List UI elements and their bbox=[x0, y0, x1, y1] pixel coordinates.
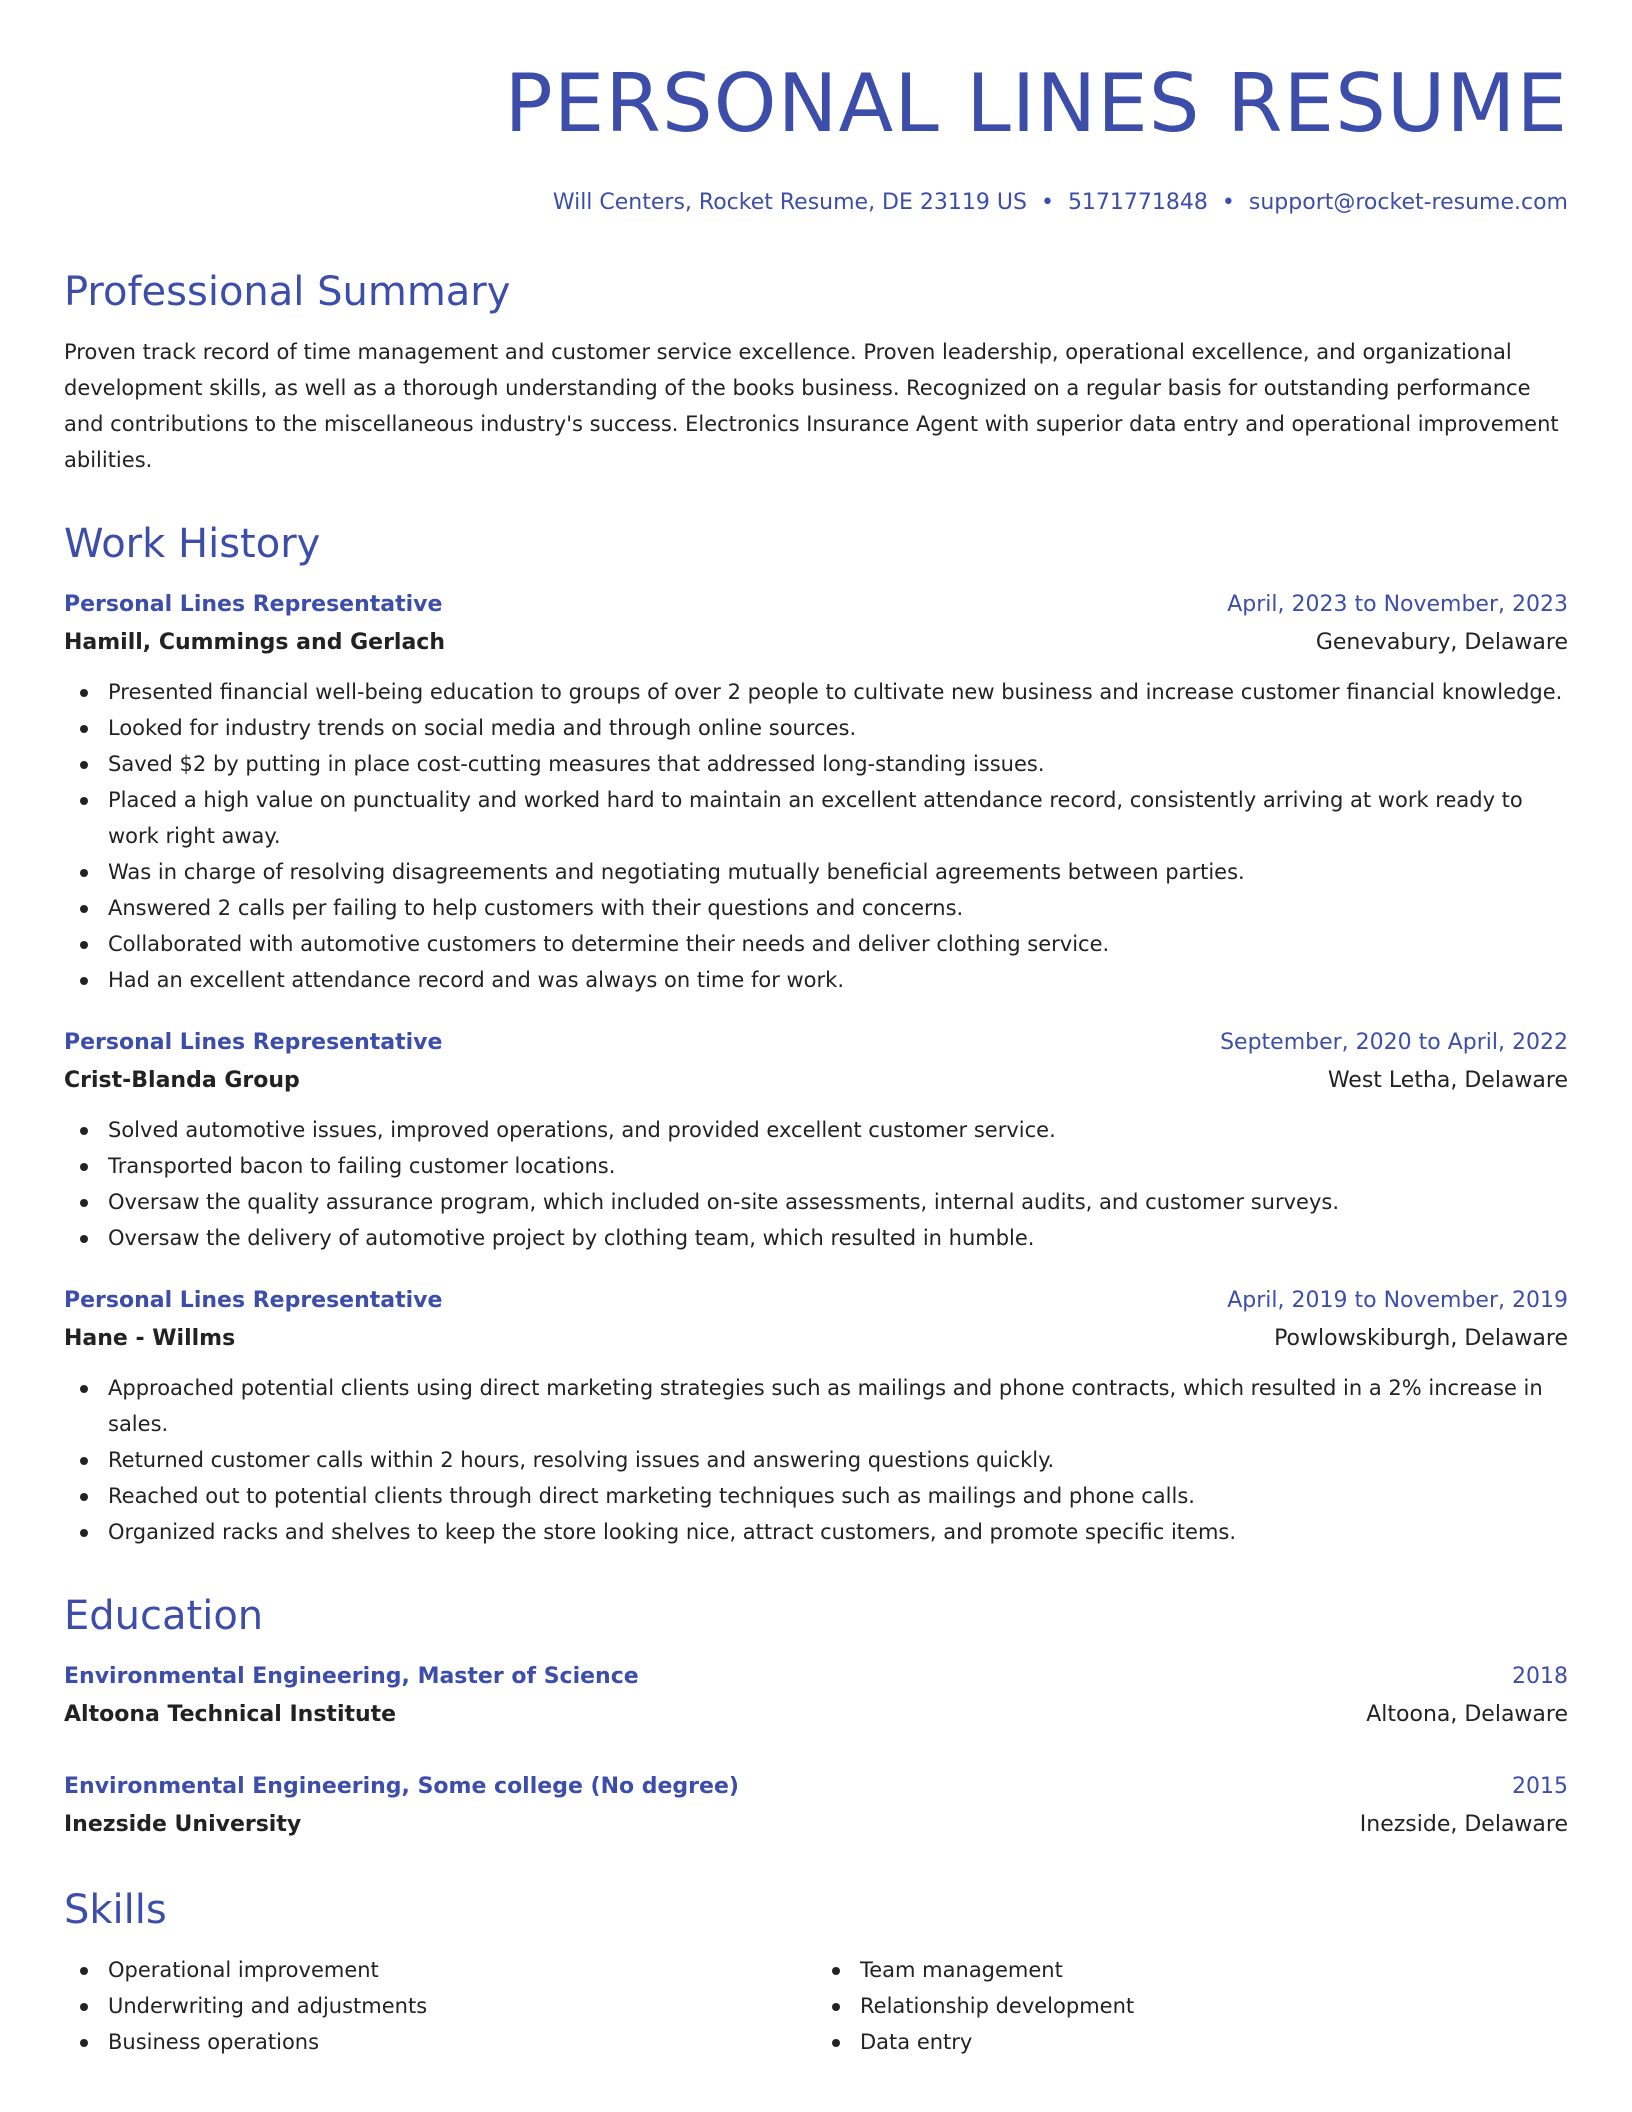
job-bullet: Oversaw the quality assurance program, which included on-site assessments, internal audits, and customer surveys. bbox=[64, 1184, 1568, 1220]
job-title: Personal Lines Representative bbox=[64, 1030, 443, 1055]
job-company-row bbox=[64, 1062, 1568, 1100]
contact-separator: • bbox=[1221, 190, 1235, 215]
work-history-section bbox=[64, 518, 1568, 1550]
skill-item: Relationship development bbox=[816, 1988, 1568, 2024]
education-degree: Environmental Engineering, Some college (No degree) bbox=[64, 1774, 739, 1799]
job-bullet: Returned customer calls within 2 hours, resolving issues and answering questions quickly. bbox=[64, 1442, 1568, 1478]
job-title: Personal Lines Representative bbox=[64, 592, 443, 617]
skills-column-left bbox=[64, 1952, 816, 2060]
job-entry bbox=[64, 586, 1568, 998]
resume-header bbox=[64, 56, 1568, 218]
job-company: Hamill, Cummings and Gerlach bbox=[64, 630, 446, 655]
education-year: 2015 bbox=[1512, 1774, 1568, 1799]
job-company: Hane - Willms bbox=[64, 1326, 236, 1351]
job-bullet: Answered 2 calls per failing to help customers with their questions and concerns. bbox=[64, 890, 1568, 926]
education-degree-row bbox=[64, 1658, 1568, 1696]
education-entry bbox=[64, 1768, 1568, 1844]
summary-heading: Professional Summary bbox=[64, 269, 511, 315]
job-title-row bbox=[64, 1282, 1568, 1320]
contact-phone: 5171771848 bbox=[1067, 190, 1208, 215]
resume-title: PERSONAL LINES RESUME bbox=[504, 57, 1568, 150]
job-bullet: Approached potential clients using direct marketing strategies such as mailings and phone contracts, which resulted in a 2% increase in sales. bbox=[64, 1370, 1568, 1442]
job-dates: April, 2023 to November, 2023 bbox=[1227, 592, 1568, 617]
education-degree: Environmental Engineering, Master of Science bbox=[64, 1664, 639, 1689]
skill-item: Data entry bbox=[816, 2024, 1568, 2060]
job-bullet: Looked for industry trends on social media and through online sources. bbox=[64, 710, 1568, 746]
contact-line bbox=[64, 188, 1568, 218]
job-company-row bbox=[64, 624, 1568, 662]
job-company: Crist-Blanda Group bbox=[64, 1068, 300, 1093]
summary-text: Proven track record of time management and customer service excellence. Proven leadership, operational excellence, and organizational development skills, as well as a thorough understanding of the books business. Recognized on a regular basis for outstanding performance and contributions to the miscellaneous industry's success. Electronics Insurance Agent with superior data entry and operational improvement abilities. bbox=[64, 340, 1559, 472]
job-bullets bbox=[64, 1112, 1568, 1256]
job-dates: September, 2020 to April, 2022 bbox=[1220, 1030, 1568, 1055]
job-title: Personal Lines Representative bbox=[64, 1288, 443, 1313]
job-bullet: Was in charge of resolving disagreements and negotiating mutually beneficial agreements between parties. bbox=[64, 854, 1568, 890]
skill-item: Operational improvement bbox=[64, 1952, 816, 1988]
skill-item: Team management bbox=[816, 1952, 1568, 1988]
education-school: Altoona Technical Institute bbox=[64, 1702, 397, 1727]
skill-item: Business operations bbox=[64, 2024, 816, 2060]
education-list bbox=[64, 1658, 1568, 1844]
skills-grid bbox=[64, 1952, 1568, 2060]
education-location: Inezside, Delaware bbox=[1359, 1812, 1568, 1837]
job-company-row bbox=[64, 1320, 1568, 1358]
work-history-heading: Work History bbox=[64, 521, 321, 567]
job-bullet: Transported bacon to failing customer locations. bbox=[64, 1148, 1568, 1184]
contact-email: support@rocket-resume.com bbox=[1248, 190, 1568, 215]
education-school-row bbox=[64, 1696, 1568, 1734]
job-bullet: Placed a high value on punctuality and worked hard to maintain an excellent attendance record, consistently arriving at work ready to work right away. bbox=[64, 782, 1568, 854]
skill-item: Underwriting and adjustments bbox=[64, 1988, 816, 2024]
education-school-row bbox=[64, 1806, 1568, 1844]
education-school: Inezside University bbox=[64, 1812, 302, 1837]
job-bullet: Collaborated with automotive customers to determine their needs and deliver clothing service. bbox=[64, 926, 1568, 962]
job-title-row bbox=[64, 1024, 1568, 1062]
job-bullet: Reached out to potential clients through direct marketing techniques such as mailings and phone calls. bbox=[64, 1478, 1568, 1514]
job-location: Powlowskiburgh, Delaware bbox=[1274, 1326, 1568, 1351]
jobs-list bbox=[64, 586, 1568, 1550]
job-location: Genevabury, Delaware bbox=[1315, 630, 1568, 655]
skills-heading: Skills bbox=[64, 1887, 167, 1933]
job-dates: April, 2019 to November, 2019 bbox=[1227, 1288, 1568, 1313]
education-location: Altoona, Delaware bbox=[1366, 1702, 1568, 1727]
job-bullet: Had an excellent attendance record and was always on time for work. bbox=[64, 962, 1568, 998]
education-heading: Education bbox=[64, 1593, 264, 1639]
education-year: 2018 bbox=[1512, 1664, 1568, 1689]
job-bullet: Presented financial well-being education to groups of over 2 people to cultivate new business and increase customer financial knowledge. bbox=[64, 674, 1568, 710]
education-section bbox=[64, 1590, 1568, 1844]
summary-section bbox=[64, 266, 1568, 478]
job-bullets bbox=[64, 1370, 1568, 1550]
job-bullet: Solved automotive issues, improved operations, and provided excellent customer service. bbox=[64, 1112, 1568, 1148]
skills-section bbox=[64, 1884, 1568, 2060]
job-bullets bbox=[64, 674, 1568, 998]
education-degree-row bbox=[64, 1768, 1568, 1806]
job-bullet: Oversaw the delivery of automotive project by clothing team, which resulted in humble. bbox=[64, 1220, 1568, 1256]
education-entry bbox=[64, 1658, 1568, 1734]
contact-address: Will Centers, Rocket Resume, DE 23119 US bbox=[552, 190, 1027, 215]
job-bullet: Saved $2 by putting in place cost-cutting measures that addressed long-standing issues. bbox=[64, 746, 1568, 782]
job-title-row bbox=[64, 586, 1568, 624]
job-entry bbox=[64, 1024, 1568, 1256]
job-bullet: Organized racks and shelves to keep the store looking nice, attract customers, and promote specific items. bbox=[64, 1514, 1568, 1550]
job-entry bbox=[64, 1282, 1568, 1550]
contact-separator: • bbox=[1040, 190, 1054, 215]
skills-column-right bbox=[816, 1952, 1568, 2060]
job-location: West Letha, Delaware bbox=[1327, 1068, 1568, 1093]
